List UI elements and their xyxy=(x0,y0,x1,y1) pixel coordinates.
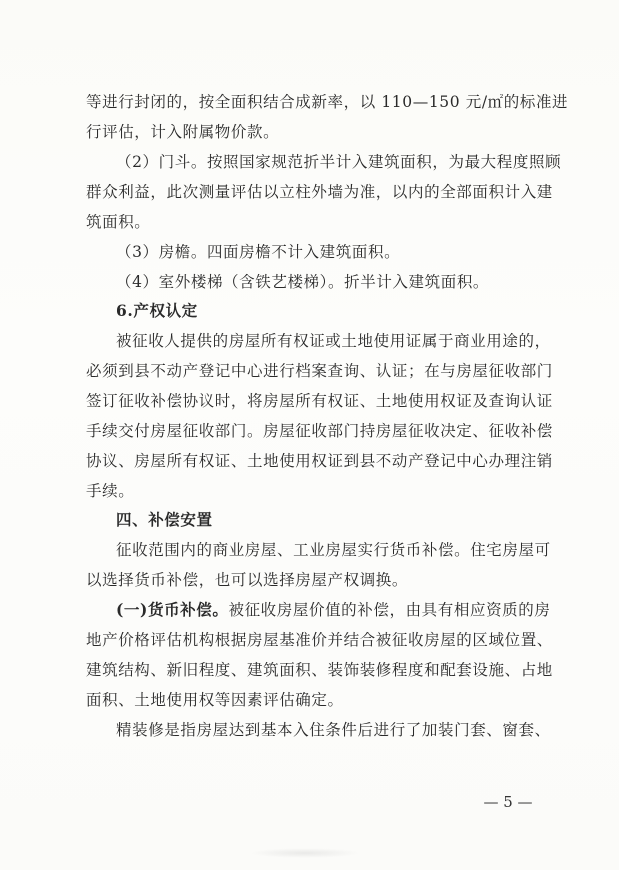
body-text-line: （3）房檐。四面房檐不计入建筑面积。 xyxy=(116,243,401,261)
scan-smudge xyxy=(250,848,360,858)
subheading-monetary-compensation: (一)货币补偿。 xyxy=(116,600,229,619)
body-text-line: 征收范围内的商业房屋、工业房屋实行货币补偿。住宅房屋可 xyxy=(116,541,551,559)
body-text-line: 群众利益，此次测量评估以立柱外墙为准，以内的全部面积计入建 xyxy=(86,183,553,201)
body-text-line: 签订征收补偿协议时，将房屋所有权证、土地使用权证及查询认证 xyxy=(86,392,553,410)
section-heading-property-rights: 6.产权认定 xyxy=(116,301,198,320)
body-text-span: 被征收房屋价值的补偿，由具有相应资质的房 xyxy=(228,601,551,619)
body-text-line: 面积、土地使用权等因素评估确定。 xyxy=(86,691,344,709)
body-text-line: 以选择货币补偿，也可以选择房屋产权调换。 xyxy=(86,571,409,589)
body-text-line: 手续。 xyxy=(86,482,135,500)
body-text-line: （2）门斗。按照国家规范折半计入建筑面积，为最大程度照顾 xyxy=(116,153,562,171)
body-text-line: 被征收人提供的房屋所有权证或土地使用证属于商业用途的， xyxy=(116,332,551,350)
body-text-line: 筑面积。 xyxy=(86,213,151,231)
body-text-line: 地产价格评估机构根据房屋基准价并结合被征收房屋的区域位置、 xyxy=(86,631,553,649)
body-text-line: 手续交付房屋征收部门。房屋征收部门持房屋征收决定、征收补偿 xyxy=(86,422,553,440)
body-text-line: 协议、房屋所有权证、土地使用权证到县不动产登记中心办理注销 xyxy=(86,452,553,470)
body-text-line: 等进行封闭的，按全面积结合成新率，以 110—150 元/㎡的标准进 xyxy=(86,93,569,111)
body-text-line xyxy=(116,600,551,620)
body-text-line: 精装修是指房屋达到基本入住条件后进行了加装门套、窗套、 xyxy=(116,721,551,739)
body-text-line: 建筑结构、新旧程度、建筑面积、装饰装修程度和配套设施、占地 xyxy=(86,661,553,679)
section-heading-compensation: 四、补偿安置 xyxy=(116,510,213,529)
body-text-line: （4）室外楼梯（含铁艺楼梯）。折半计入建筑面积。 xyxy=(116,273,490,291)
body-text-line: 必须到县不动产登记中心进行档案查询、认证；在与房屋征收部门 xyxy=(86,362,553,380)
body-text-line: 行评估，计入附属物价款。 xyxy=(86,123,280,141)
page-number: — 5 — xyxy=(483,793,533,811)
